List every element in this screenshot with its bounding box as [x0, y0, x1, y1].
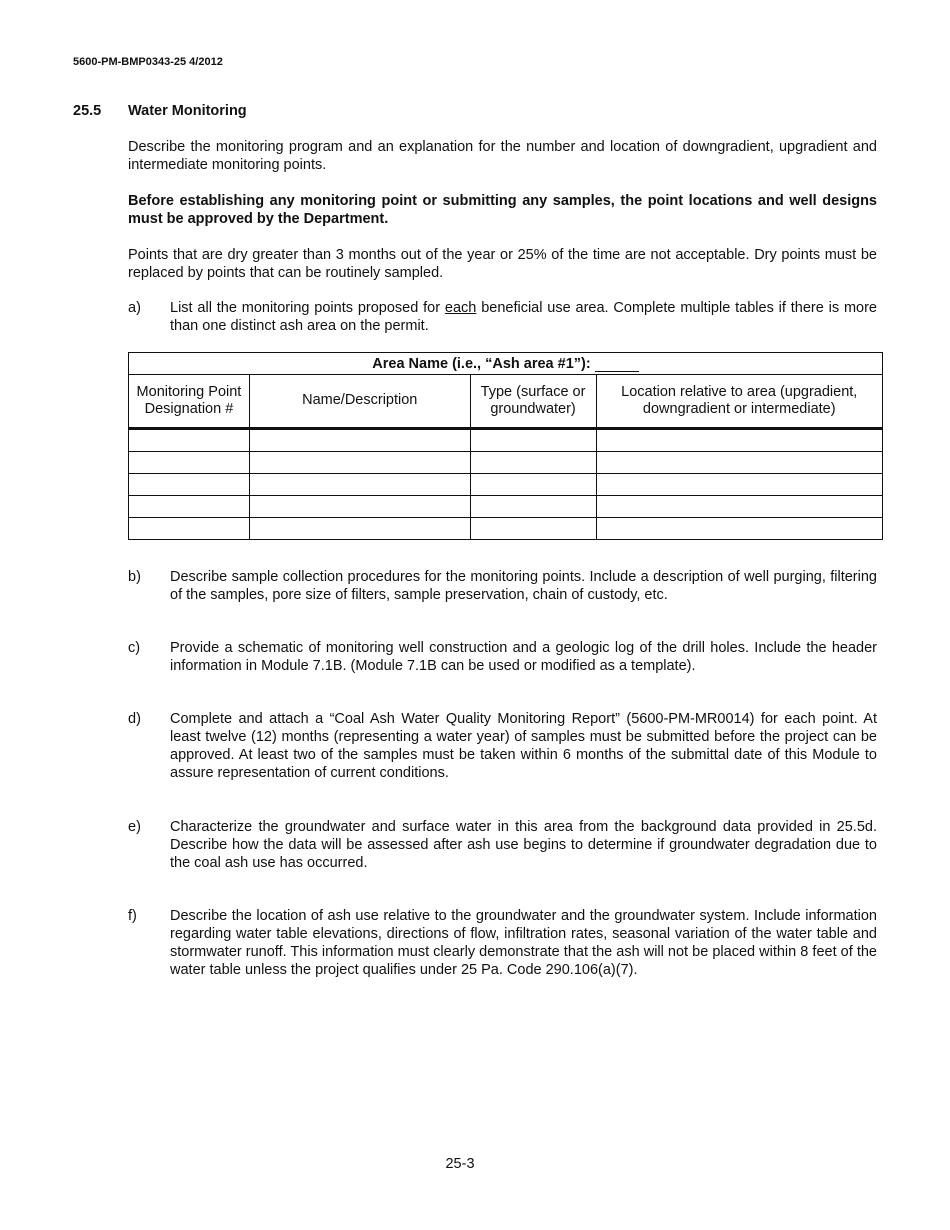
area-name-row [129, 353, 883, 375]
col-header-name: Name/Description [249, 375, 470, 429]
table-cell[interactable] [470, 452, 596, 474]
table-cell[interactable] [596, 496, 883, 518]
table-cell[interactable] [249, 496, 470, 518]
col-header-location: Location relative to area (upgradient, downgradient or intermediate) [596, 375, 883, 429]
item-a-underlined: each [444, 300, 477, 316]
item-b-text: Describe sample collection procedures for the monitoring points. Include a description of well purging, filtering of the samples, pore size of filters, sample preservation, chain of custody, etc. [170, 569, 877, 603]
item-f-letter: f) [128, 908, 137, 924]
col-header-designation: Monitoring Point Designation # [129, 375, 250, 429]
item-b-letter: b) [128, 569, 141, 585]
table-cell[interactable] [129, 429, 250, 452]
table-cell[interactable] [249, 518, 470, 540]
area-name-label: Area Name (i.e., “Ash area #1”): [372, 355, 591, 372]
table-cell[interactable] [470, 518, 596, 540]
area-name-blank[interactable] [595, 357, 639, 372]
item-e-letter: e) [128, 819, 141, 835]
section-number: 25.5 [73, 103, 102, 119]
table-row [129, 496, 883, 518]
table-cell[interactable] [249, 474, 470, 496]
section-title: Water Monitoring [128, 103, 247, 119]
item-e-text: Characterize the groundwater and surface water in this area from the background data provided in 25.5d. Describe how the data will be assessed after ash use begins to determine if groundwater degradation due to the coal ash use has occurred. [170, 819, 877, 871]
table-cell[interactable] [596, 474, 883, 496]
col-header-type: Type (surface or groundwater) [470, 375, 596, 429]
dry-points-paragraph: Points that are dry greater than 3 months out of the year or 25% of the time are not acceptable. Dry points must be replaced by points that can be routinely sampled. [128, 247, 877, 281]
item-c-text: Provide a schematic of monitoring well construction and a geologic log of the drill holes. Include the header information in Module 7.1B. (Module 7.1B can be used or modified as a template). [170, 640, 877, 674]
table-header-row [129, 375, 883, 429]
intro-paragraph: Describe the monitoring program and an explanation for the number and location of downgradient, upgradient and intermediate monitoring points. [128, 139, 877, 173]
table-cell[interactable] [596, 452, 883, 474]
table-cell[interactable] [249, 429, 470, 452]
table-cell[interactable] [129, 496, 250, 518]
item-a-pre: List all the monitoring points proposed for [170, 300, 445, 316]
table-cell[interactable] [249, 452, 470, 474]
item-a-letter: a) [128, 300, 141, 316]
table-cell[interactable] [596, 429, 883, 452]
table-row [129, 518, 883, 540]
document-id: 5600-PM-BMP0343-25 4/2012 [73, 56, 223, 68]
table-row [129, 452, 883, 474]
table-row [129, 429, 883, 452]
table-cell[interactable] [470, 474, 596, 496]
approval-notice: Before establishing any monitoring point or submitting any samples, the point locations and well designs must be approved by the Department. [128, 193, 877, 227]
table-cell[interactable] [129, 452, 250, 474]
area-name-cell[interactable] [129, 353, 883, 375]
item-a-post: beneficial use area. Complete multiple tables if there is more than one distinct ash area on the permit. [170, 300, 877, 334]
table-cell[interactable] [129, 518, 250, 540]
item-f-text: Describe the location of ash use relative to the groundwater and the groundwater system. Include information regarding water table elevations, directions of flow, infiltration rates, seasonal variation of the water table and stormwater runoff. This information must clearly demonstrate that the ash will not be placed within 8 feet of the water table unless the project qualifies under 25 Pa. Code 290.106(a)(7). [170, 908, 877, 978]
table-cell[interactable] [129, 474, 250, 496]
table-cell[interactable] [470, 496, 596, 518]
item-c-letter: c) [128, 640, 141, 656]
table-cell[interactable] [596, 518, 883, 540]
item-d-text: Complete and attach a “Coal Ash Water Quality Monitoring Report” (5600-PM-MR0014) for each point. At least twelve (12) months (representing a water year) of samples must be submitted before the project can be approved. At least two of the samples must be taken within 6 months of the submittal date of this Module to assure representation of current conditions. [170, 711, 877, 781]
page-number: 25-3 [445, 1156, 475, 1172]
table-row [129, 474, 883, 496]
item-d-letter: d) [128, 711, 141, 727]
table-cell[interactable] [470, 429, 596, 452]
monitoring-points-table [128, 352, 883, 540]
item-a-text [170, 299, 877, 335]
